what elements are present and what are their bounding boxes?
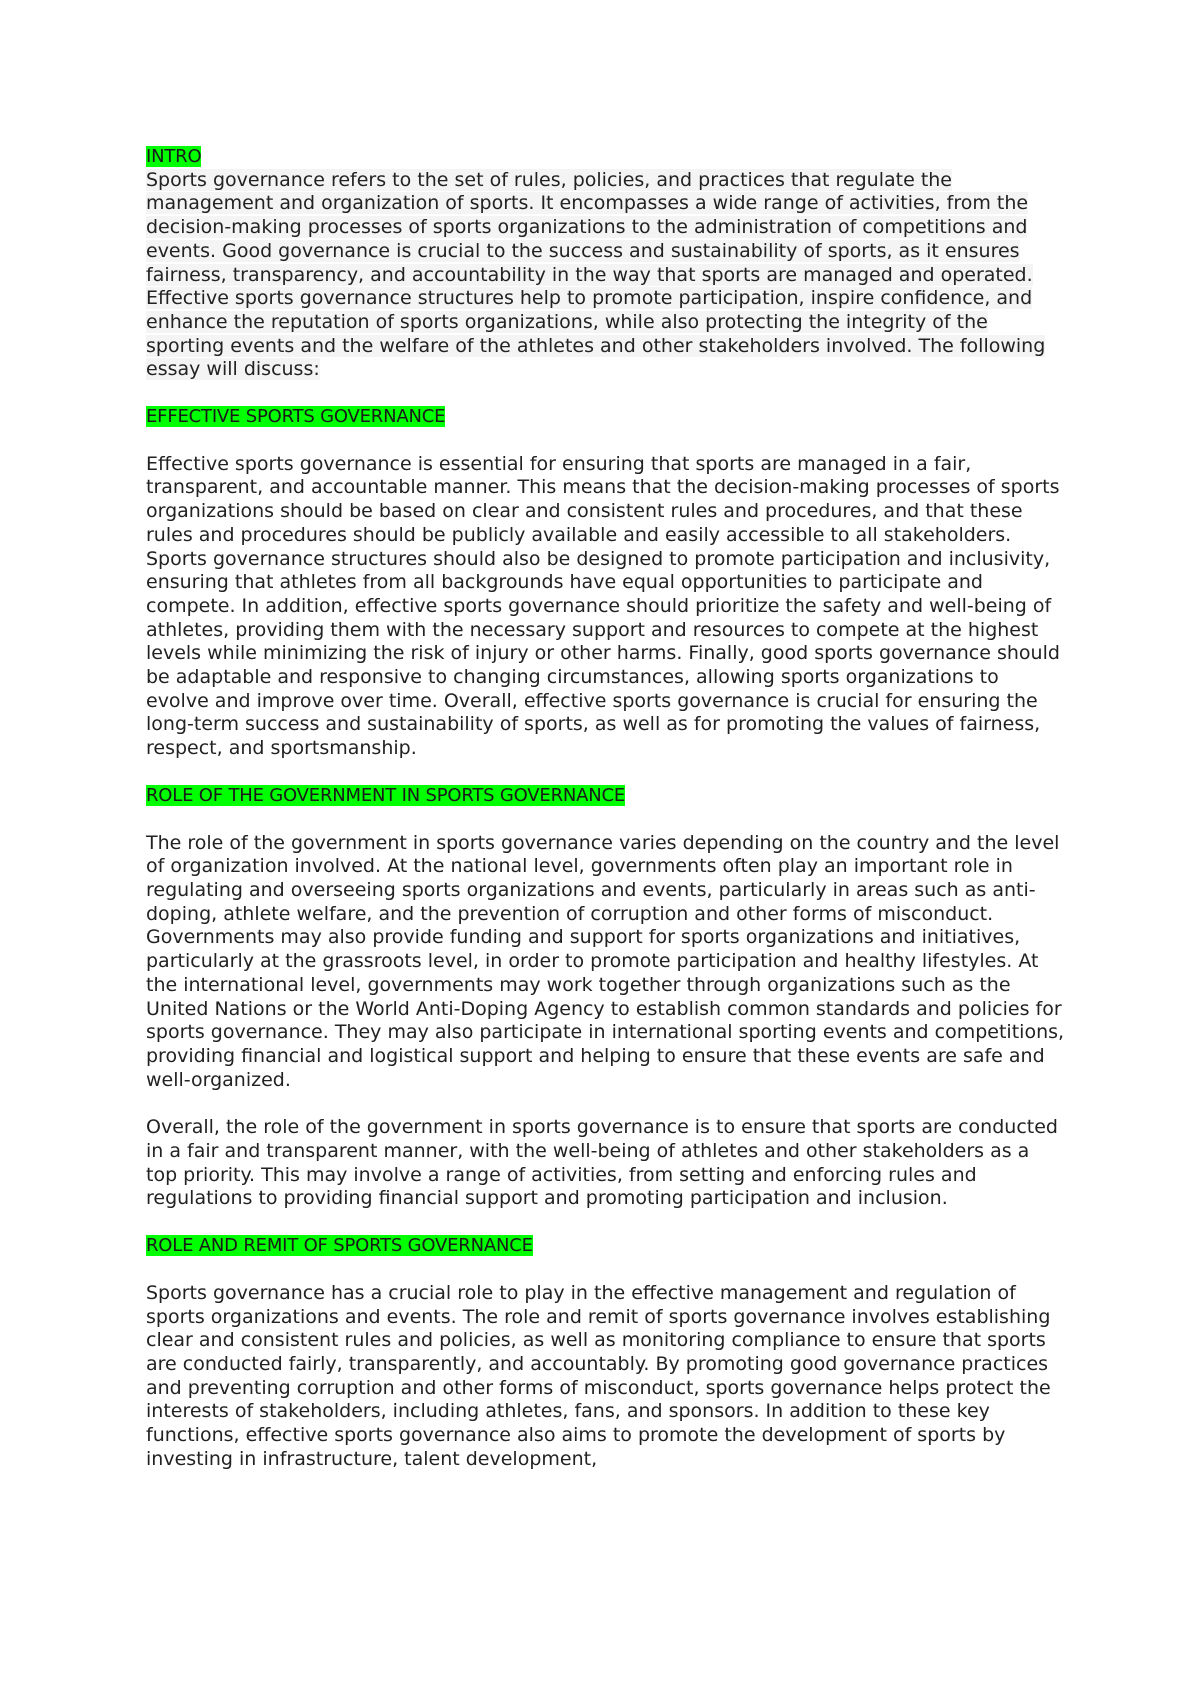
government-role-paragraph-1: The role of the government in sports governance varies depending on the country and the level of organization involved. At the national level, governments often play an important role in regulating and overseeing sports organizations and events, particularly in areas such as anti-doping, athlete welfare, and the prevention of corruption and other forms of misconduct. Governments may also provide funding and support for sports organizations and initiatives, particularly at the grassroots level, in order to promote participation and healthy lifestyles. At the international level, governments may work together through organizations such as the United Nations or the World Anti-Doping Agency to establish common standards and policies for sports governance. They may also participate in international sporting events and competitions, providing financial and logistical support and helping to ensure that these events are safe and well-organized. [146,831,1065,1091]
role-remit-heading: ROLE AND REMIT OF SPORTS GOVERNANCE [146,1235,533,1257]
effective-governance-paragraph: Effective sports governance is essential for ensuring that sports are managed in a fair, transparent, and accountable manner. This means that the decision-making processes of sports organizations should be based on clear and consistent rules and procedures, and that these rules and procedures should be publicly available and easily accessible to all stakeholders. Sports governance structures should also be designed to promote participation and inclusivity, ensuring that athletes from all backgrounds have equal opportunities to participate and compete. In addition, effective sports governance should prioritize the safety and well-being of athletes, providing them with the necessary support and resources to compete at the highest levels while minimizing the risk of injury or other harms. Finally, good sports governance should be adaptable and responsive to changing circumstances, allowing sports organizations to evolve and improve over time. Overall, effective sports governance is crucial for ensuring the long-term success and sustainability of sports, as well as for promoting the values of fairness, respect, and sportsmanship. [146,452,1060,760]
section-heading-government-role [146,784,1066,808]
intro-paragraph [146,169,1066,382]
government-role-paragraph-2: Overall, the role of the government in sports governance is to ensure that sports are conducted in a fair and transparent manner, with the well-being of athletes and other stakeholders as a top priority. This may involve a range of activities, from setting and enforcing rules and regulations to providing financial support and promoting participation and inclusion. [146,1116,1058,1210]
section-heading-role-remit [146,1234,1066,1258]
government-role-heading: ROLE OF THE GOVERNMENT IN SPORTS GOVERNANCE [146,784,626,806]
section-heading-effective-governance [146,405,1066,429]
effective-governance-heading: EFFECTIVE SPORTS GOVERNANCE [146,406,446,428]
intro-heading: INTRO [146,146,202,167]
role-remit-paragraph: Sports governance has a crucial role to play in the effective management and regulation of sports organizations and events. The role and remit of sports governance involves establishing clear and consistent rules and policies, as well as monitoring compliance to ensure that sports are conducted fairly, transparently, and accountably. By promoting good governance practices and preventing corruption and other forms of misconduct, sports governance helps protect the interests of stakeholders, including athletes, fans, and sponsors. In addition to these key functions, effective sports governance also aims to promote the development of sports by investing in infrastructure, talent development, [146,1281,1051,1470]
intro-heading-line [146,145,1066,169]
intro-paragraph-text: Sports governance refers to the set of rules, policies, and practices that regulate the management and organization of sports. It encompasses a wide range of activities, from the decision-making processes of sports organizations to the administration of competitions and events. Good governance is crucial to the success and sustainability of sports, as it ensures fairness, transparency, and accountability in the way that sports are managed and operated. Effective sports governance structures help to promote participation, inspire confidence, and enhance the reputation of sports organizations, while also protecting the integrity of the sporting events and the welfare of the athletes and other stakeholders involved. The following essay will discuss: [146,168,1046,381]
document-body [146,145,1066,1471]
